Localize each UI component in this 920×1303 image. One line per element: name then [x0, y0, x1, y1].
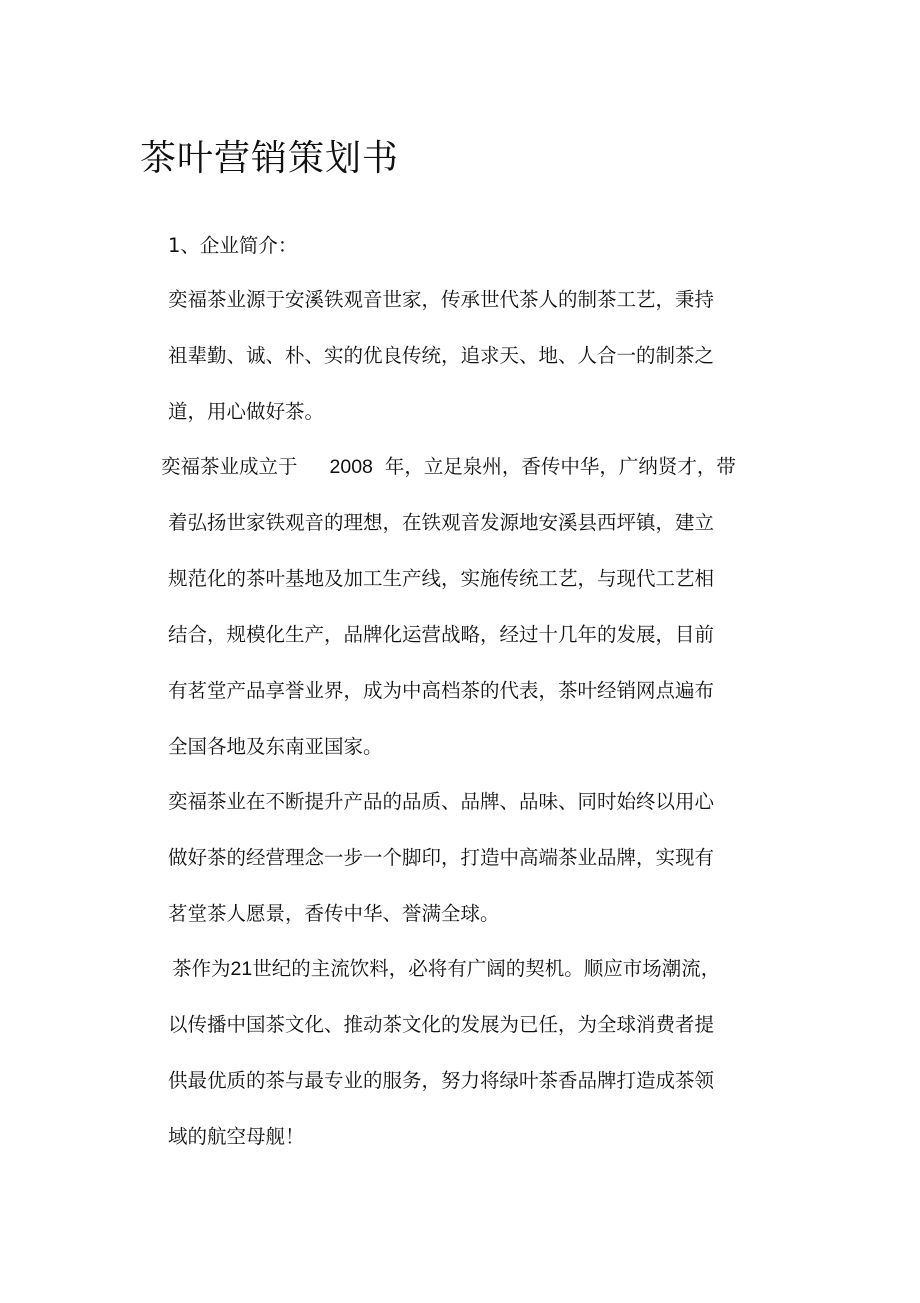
paragraph-2-line-1	[161, 451, 736, 479]
paragraph-4-line-1	[172, 953, 720, 981]
paragraph-2-line-2: 着弘扬世家铁观音的理想，在铁观音发源地安溪县西坪镇，建立	[168, 511, 715, 534]
paragraph-2-text-b: 年，立足泉州，香传中华，广纳贤才，带	[384, 455, 736, 478]
paragraph-4-text-a: 茶作为	[172, 957, 231, 980]
paragraph-2-text-a: 奕福茶业成立于	[161, 455, 298, 478]
paragraph-1-line-1: 奕福茶业源于安溪铁观音世家，传承世代茶人的制茶工艺，秉持	[168, 288, 715, 311]
paragraph-3-line-3: 茗堂茶人愿景，香传中华、誉满全球。	[168, 902, 500, 925]
paragraph-1-line-2: 祖辈勤、诚、朴、实的优良传统，追求天、地、人合一的制茶之	[168, 344, 715, 367]
paragraph-4-text-b: 世纪的主流饮料，必将有广阔的契机。顺应市场潮流，	[252, 957, 721, 980]
section-heading: 1、企业简介：	[168, 234, 298, 257]
paragraph-3-line-2: 做好茶的经营理念一步一个脚印，打造中高端茶业品牌，实现有	[168, 846, 715, 869]
century-number: 21	[230, 958, 253, 980]
paragraph-2-line-4: 结合，规模化生产，品牌化运营战略，经过十几年的发展，目前	[168, 623, 715, 646]
paragraph-2-line-6: 全国各地及东南亚国家。	[168, 735, 383, 758]
paragraph-4-line-2: 以传播中国茶文化、推动茶文化的发展为已任，为全球消费者提	[168, 1013, 715, 1036]
document-title: 茶叶营销策划书	[140, 138, 400, 179]
paragraph-4-line-4: 域的航空母舰！	[168, 1125, 305, 1148]
paragraph-2-line-5: 有茗堂产品享誉业界，成为中高档茶的代表，茶叶经销网点遍布	[168, 679, 715, 702]
paragraph-1-line-3: 道，用心做好茶。	[168, 400, 325, 423]
paragraph-4-line-3: 供最优质的茶与最专业的服务，努力将绿叶茶香品牌打造成茶领	[168, 1069, 715, 1092]
founding-year: 2008	[329, 456, 373, 478]
paragraph-3-line-1: 奕福茶业在不断提升产品的品质、品牌、品味、同时始终以用心	[168, 790, 715, 813]
paragraph-2-line-3: 规范化的茶叶基地及加工生产线，实施传统工艺，与现代工艺相	[168, 567, 715, 590]
